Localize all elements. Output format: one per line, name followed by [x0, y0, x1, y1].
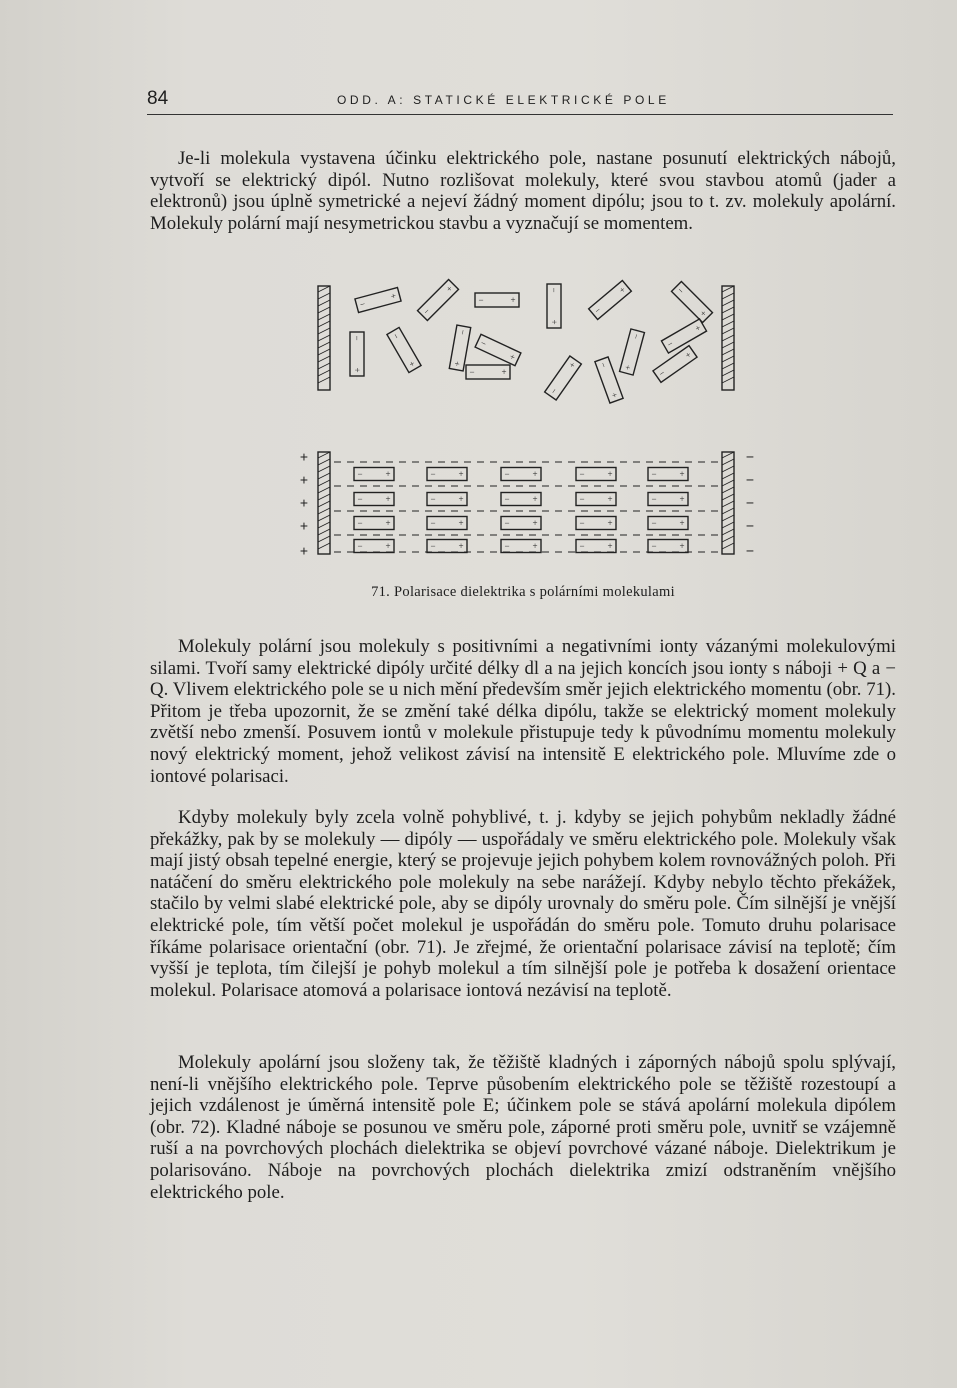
dipole-molecule	[475, 293, 519, 307]
right-plate-unpolarised-hatch	[722, 377, 734, 383]
right-plate-charged-hatch	[722, 508, 734, 514]
dipole-positive-end: +	[566, 359, 578, 370]
dipole-body	[387, 327, 421, 372]
left-plate-unpolarised	[318, 286, 330, 390]
dipole-positive-end: +	[679, 541, 685, 552]
left-plate-charged-hatch	[318, 466, 330, 472]
dipole-negative-end: −	[430, 541, 436, 552]
dipole-positive-end: +	[389, 290, 398, 302]
dipole-body	[354, 517, 394, 530]
dipole-body	[576, 517, 616, 530]
dipole-negative-end: −	[592, 304, 603, 316]
right-plate-charged-hatch	[722, 515, 734, 521]
dipole-molecule	[449, 325, 470, 371]
dipole-positive-end: +	[458, 541, 464, 552]
left-plate-charged-hatch	[318, 473, 330, 479]
dipole-molecule	[501, 493, 541, 506]
dipole-molecule	[427, 468, 467, 481]
dipole-body	[648, 493, 688, 506]
left-plate-charged	[318, 452, 330, 554]
dipole-positive-end: +	[385, 494, 391, 505]
dipole-positive-end: +	[607, 469, 613, 480]
dipole-negative-end: −	[457, 328, 469, 336]
right-plate-charged-hatch	[722, 522, 734, 528]
dipole-body	[545, 356, 582, 400]
dipole-body	[475, 334, 521, 365]
dipole-negative-end: −	[675, 285, 686, 297]
dipole-negative-end: −	[390, 331, 402, 341]
dipole-positive-end: +	[548, 319, 559, 325]
dipole-molecule	[576, 493, 616, 506]
dipole-positive-end: +	[679, 494, 685, 505]
plate-plus-charge: +	[299, 494, 309, 511]
dipole-molecule	[648, 540, 688, 553]
right-plate-unpolarised-hatch	[722, 293, 734, 299]
plate-plus-charge: +	[299, 448, 309, 465]
right-plate-charged-hatch	[722, 487, 734, 493]
dipole-molecule	[620, 329, 645, 375]
dipole-body	[648, 468, 688, 481]
dipole-body	[354, 468, 394, 481]
dipole-negative-end: −	[651, 518, 657, 529]
figure-caption: 71. Polarisace dielektrika s polárními molekulami	[371, 584, 675, 600]
dipole-positive-end: +	[607, 518, 613, 529]
left-plate-unpolarised-hatch	[318, 335, 330, 341]
dipole-body	[576, 493, 616, 506]
right-plate-unpolarised-hatch	[722, 342, 734, 348]
dipole-molecule	[427, 540, 467, 553]
dipole-positive-end: +	[351, 367, 362, 373]
dipole-molecule	[475, 334, 521, 365]
left-plate-unpolarised-hatch	[318, 328, 330, 334]
dipole-positive-end: +	[508, 351, 517, 363]
dipole-negative-end: −	[478, 295, 484, 306]
dipole-negative-end: −	[430, 518, 436, 529]
dipole-body	[427, 468, 467, 481]
dipole-body	[501, 468, 541, 481]
dipole-negative-end: −	[651, 469, 657, 480]
dipole-body	[648, 517, 688, 530]
dipole-negative-end: −	[504, 541, 510, 552]
left-plate-unpolarised-hatch	[318, 307, 330, 313]
left-plate-unpolarised-hatch	[318, 321, 330, 327]
left-plate-unpolarised-hatch	[318, 286, 330, 292]
dipole-body	[576, 540, 616, 553]
dipole-body	[466, 365, 510, 379]
left-plate-unpolarised-hatch	[318, 377, 330, 383]
dipole-molecule	[350, 332, 364, 376]
plate-plus-charge: +	[299, 517, 309, 534]
dipole-positive-end: +	[697, 308, 709, 319]
dipole-positive-end: +	[532, 518, 538, 529]
plate-plus-charge: +	[299, 542, 309, 559]
dipole-negative-end: −	[357, 541, 363, 552]
dipole-molecule	[671, 281, 712, 322]
dipole-body	[501, 540, 541, 553]
left-plate-unpolarised-hatch	[318, 356, 330, 362]
dipole-negative-end: −	[504, 518, 510, 529]
right-plate-unpolarised	[722, 286, 734, 390]
dipole-molecule	[661, 319, 706, 353]
right-plate-unpolarised-hatch	[722, 356, 734, 362]
dipole-molecule	[545, 356, 582, 400]
paragraph-molecule-dipole	[150, 148, 896, 234]
dipole-positive-end: +	[444, 283, 455, 295]
right-plate-charged-hatch	[722, 480, 734, 486]
dipole-body	[576, 468, 616, 481]
dipole-negative-end: −	[579, 518, 585, 529]
dipole-body	[449, 325, 470, 371]
left-plate-unpolarised-hatch	[318, 342, 330, 348]
page-header	[147, 88, 893, 115]
dipole-positive-end: +	[679, 518, 685, 529]
dipole-negative-end: −	[548, 386, 560, 397]
right-plate-unpolarised-hatch	[722, 286, 734, 292]
plate-minus-charge: −	[745, 542, 755, 559]
paragraph-text: Je-li molekula vystavena účinku elektrického pole, nastane posunutí elektrických nábojů, vytvoří se elektrický dipól. Nutno rozlišovat molekuly, které svou stavbou atomů (jader a elektronů) jsou úplně symetrické a nejeví žádný moment dipólu; jsou to t. zv. molekuly apolární. Molekuly polární mají nesymetrickou stavbu a vyznačují se momentem.	[150, 148, 896, 234]
dipole-negative-end: −	[548, 287, 559, 293]
right-plate-charged-hatch	[722, 473, 734, 479]
dipole-body	[547, 284, 561, 328]
dipole-body	[350, 332, 364, 376]
right-plate-charged-hatch	[722, 466, 734, 472]
dipole-negative-end: −	[651, 541, 657, 552]
left-plate-charged-hatch	[318, 536, 330, 542]
paragraph-text: Kdyby molekuly byly zcela volně pohyblivé, t. j. kdyby se jejich pohybům nekladly žádné překážky, pak by se molekuly — dipóly — uspořádaly ve směru elektrického pole. Molekuly však mají jistý obsah tepelné energie, který se projevuje jejich pohybem kolem rovnovážných poloh. Při natáčení do směru elektrického pole molekuly na sebe narážejí. Kdyby nebylo těchto překážek, stačilo by velmi slabé elektrické pole, aby se dipóly urovnaly do směru pole. Čím silnější je vnější elektrické pole, tím větší počet molekul je uspořádán do směru pole. Tomuto druhu polarisace říkáme polarisace orientační (obr. 71). Je zřejmé, že orientační polarisace závisí na teplotě; čím vyšší je teplota, tím čilejší je pohyb molekul a tím silnější pole je potřeba k dosažení orientace molekul. Polarisace atomová a polarisace iontová nezávisí na teplotě.	[150, 807, 896, 1001]
dipole-negative-end: −	[597, 360, 610, 370]
dipole-body	[620, 329, 645, 375]
dipole-molecule	[576, 517, 616, 530]
dipole-molecule	[354, 517, 394, 530]
paragraph-orientation-polarisation	[150, 807, 896, 1001]
right-plate-unpolarised-hatch	[722, 314, 734, 320]
dipole-body	[427, 493, 467, 506]
right-plate-charged	[722, 452, 734, 554]
dipole-negative-end: −	[651, 494, 657, 505]
dipole-body	[501, 493, 541, 506]
left-plate-charged-hatch	[318, 459, 330, 465]
right-plate-unpolarised-hatch	[722, 370, 734, 376]
dipole-negative-end: −	[656, 367, 667, 379]
paragraph-text: Molekuly apolární jsou složeny tak, že těžiště kladných i záporných nábojů spolu splývají, není-li vnějšího elektrického pole. Teprve působením elektrického pole se těžiště rozestoupí a jejich vzdálenost je úměrná intensitě pole E; účinkem pole se stává apolární molekula dipólem (obr. 72). Kladné náboje se posunou ve směru pole, záporné proti směru pole, uvnitř se vzájemně ruší a na povrchových plochách dielektrika se objeví povrchové vázané náboje. Dielektrikum je polarisováno. Náboje na povrchových plochách dielektrika zmizí odstraněním vnějšího elektrického pole.	[150, 1052, 896, 1203]
right-plate-unpolarised-hatch	[722, 335, 734, 341]
dipole-molecule	[576, 540, 616, 553]
dipole-negative-end: −	[357, 469, 363, 480]
dipole-negative-end: −	[665, 338, 675, 350]
dipole-molecule	[501, 517, 541, 530]
dipole-molecule	[589, 280, 632, 319]
dipole-body	[501, 517, 541, 530]
dipole-positive-end: +	[385, 518, 391, 529]
dipole-molecule	[648, 493, 688, 506]
dipole-positive-end: +	[683, 349, 694, 361]
paragraph-apolar-molecules	[150, 1052, 896, 1203]
left-plate-charged-hatch	[318, 494, 330, 500]
right-plate-charged-hatch	[722, 494, 734, 500]
left-plate-unpolarised-hatch	[318, 300, 330, 306]
dipole-negative-end: −	[421, 306, 433, 317]
dipole-molecule	[427, 517, 467, 530]
dipole-positive-end: +	[510, 295, 516, 306]
left-plate-unpolarised-hatch	[318, 293, 330, 299]
dipole-body	[661, 319, 706, 353]
dipole-positive-end: +	[607, 494, 613, 505]
left-plate-charged-hatch	[318, 487, 330, 493]
right-plate-unpolarised-hatch	[722, 307, 734, 313]
dipole-body	[653, 346, 697, 383]
dipole-negative-end: −	[579, 541, 585, 552]
plate-minus-charge: −	[745, 448, 755, 465]
dipole-body	[417, 279, 458, 320]
dipole-body	[354, 493, 394, 506]
page-number: 84	[147, 88, 169, 109]
dipole-molecule	[648, 517, 688, 530]
dipole-body	[648, 540, 688, 553]
dipole-body	[589, 280, 632, 319]
dipole-negative-end: −	[358, 298, 367, 310]
dipole-molecule	[427, 493, 467, 506]
right-plate-unpolarised-hatch	[722, 328, 734, 334]
dipole-body	[427, 540, 467, 553]
dipole-molecule	[653, 346, 697, 383]
dipole-molecule	[501, 468, 541, 481]
dipole-molecule	[547, 284, 561, 328]
right-plate-charged-hatch	[722, 529, 734, 535]
dipole-body	[355, 288, 401, 313]
dipole-positive-end: +	[679, 469, 685, 480]
dipole-body	[354, 540, 394, 553]
dipole-positive-end: +	[501, 367, 507, 378]
dipole-negative-end: −	[504, 469, 510, 480]
running-head: ODD. A: STATICKÉ ELEKTRICKÉ POLE	[337, 93, 670, 107]
dipole-positive-end: +	[458, 494, 464, 505]
dipole-negative-end: −	[469, 367, 475, 378]
dipole-positive-end: +	[385, 541, 391, 552]
dipole-positive-end: +	[532, 541, 538, 552]
left-plate-charged-hatch	[318, 501, 330, 507]
left-plate-unpolarised-hatch	[318, 349, 330, 355]
dipole-molecule	[501, 540, 541, 553]
dipole-negative-end: −	[579, 494, 585, 505]
dipole-positive-end: +	[406, 359, 418, 369]
left-plate-unpolarised-hatch	[318, 363, 330, 369]
dipole-positive-end: +	[607, 541, 613, 552]
paragraph-text: Molekuly polární jsou molekuly s positivními a negativními ionty vázanými molekulovými silami. Tvoří samy elektrické dipóly určité délky dl a na jejich koncích jsou ionty s náboji + Q a − Q. Vlivem elektrického pole se u nich mění především směr jejich elektrického momentu (obr. 71). Přitom je třeba upozornit, že se změní také délka dipólu, takže se elektrický moment molekuly zvětší nebo zmenší. Posuvem iontů v molekule přistupuje tedy k původnímu momentu molekuly nový elektrický moment, jehož velikost závisí na intensitě E elektrického pole. Mluvíme zde o iontové polarisaci.	[150, 636, 896, 787]
left-plate-charged-hatch	[318, 515, 330, 521]
dipole-positive-end: +	[385, 469, 391, 480]
dipole-negative-end: −	[430, 469, 436, 480]
dipole-positive-end: +	[532, 494, 538, 505]
paragraph-polar-molecules	[150, 636, 896, 787]
dipole-negative-end: −	[351, 335, 362, 341]
dipole-molecule	[648, 468, 688, 481]
right-plate-unpolarised-hatch	[722, 363, 734, 369]
right-plate-unpolarised-hatch	[722, 321, 734, 327]
dipole-molecule	[466, 365, 510, 379]
plate-minus-charge: −	[745, 494, 755, 511]
right-plate-charged-hatch	[722, 452, 734, 458]
dipole-body	[427, 517, 467, 530]
dipole-negative-end: −	[504, 494, 510, 505]
dipole-body	[475, 293, 519, 307]
dipole-positive-end: +	[693, 322, 703, 334]
right-plate-charged-hatch	[722, 459, 734, 465]
dipole-molecule	[355, 288, 401, 313]
left-plate-charged-hatch	[318, 452, 330, 458]
dipole-molecule	[595, 357, 623, 403]
right-plate-charged-hatch	[722, 543, 734, 549]
dipole-positive-end: +	[458, 469, 464, 480]
right-plate-charged-hatch	[722, 501, 734, 507]
dipole-positive-end: +	[458, 518, 464, 529]
dipole-negative-end: −	[430, 494, 436, 505]
left-plate-charged-hatch	[318, 522, 330, 528]
left-plate-charged-hatch	[318, 508, 330, 514]
dipole-molecule	[354, 493, 394, 506]
left-plate-unpolarised-hatch	[318, 370, 330, 376]
dipole-positive-end: +	[532, 469, 538, 480]
left-plate-charged-hatch	[318, 543, 330, 549]
right-plate-unpolarised-hatch	[722, 349, 734, 355]
dipole-molecule	[576, 468, 616, 481]
dipole-positive-end: +	[608, 390, 620, 400]
dipole-body	[671, 281, 712, 322]
left-plate-charged-hatch	[318, 480, 330, 486]
dipole-molecule	[417, 279, 458, 320]
dipole-negative-end: −	[357, 518, 363, 529]
plate-minus-charge: −	[745, 471, 755, 488]
dipole-negative-end: −	[630, 332, 642, 341]
left-plate-charged-hatch	[318, 529, 330, 535]
right-plate-unpolarised-hatch	[722, 300, 734, 306]
dipole-negative-end: −	[479, 337, 488, 349]
dipole-positive-end: +	[451, 360, 463, 368]
dipole-molecule	[354, 540, 394, 553]
dipole-positive-end: +	[622, 363, 634, 372]
right-plate-charged-hatch	[722, 536, 734, 542]
dipole-positive-end: +	[617, 284, 628, 296]
dipole-negative-end: −	[357, 494, 363, 505]
dipole-molecule	[387, 327, 421, 372]
dipole-body	[595, 357, 623, 403]
dipole-negative-end: −	[579, 469, 585, 480]
plate-plus-charge: +	[299, 471, 309, 488]
plate-minus-charge: −	[745, 517, 755, 534]
dipole-molecule	[354, 468, 394, 481]
left-plate-unpolarised-hatch	[318, 314, 330, 320]
